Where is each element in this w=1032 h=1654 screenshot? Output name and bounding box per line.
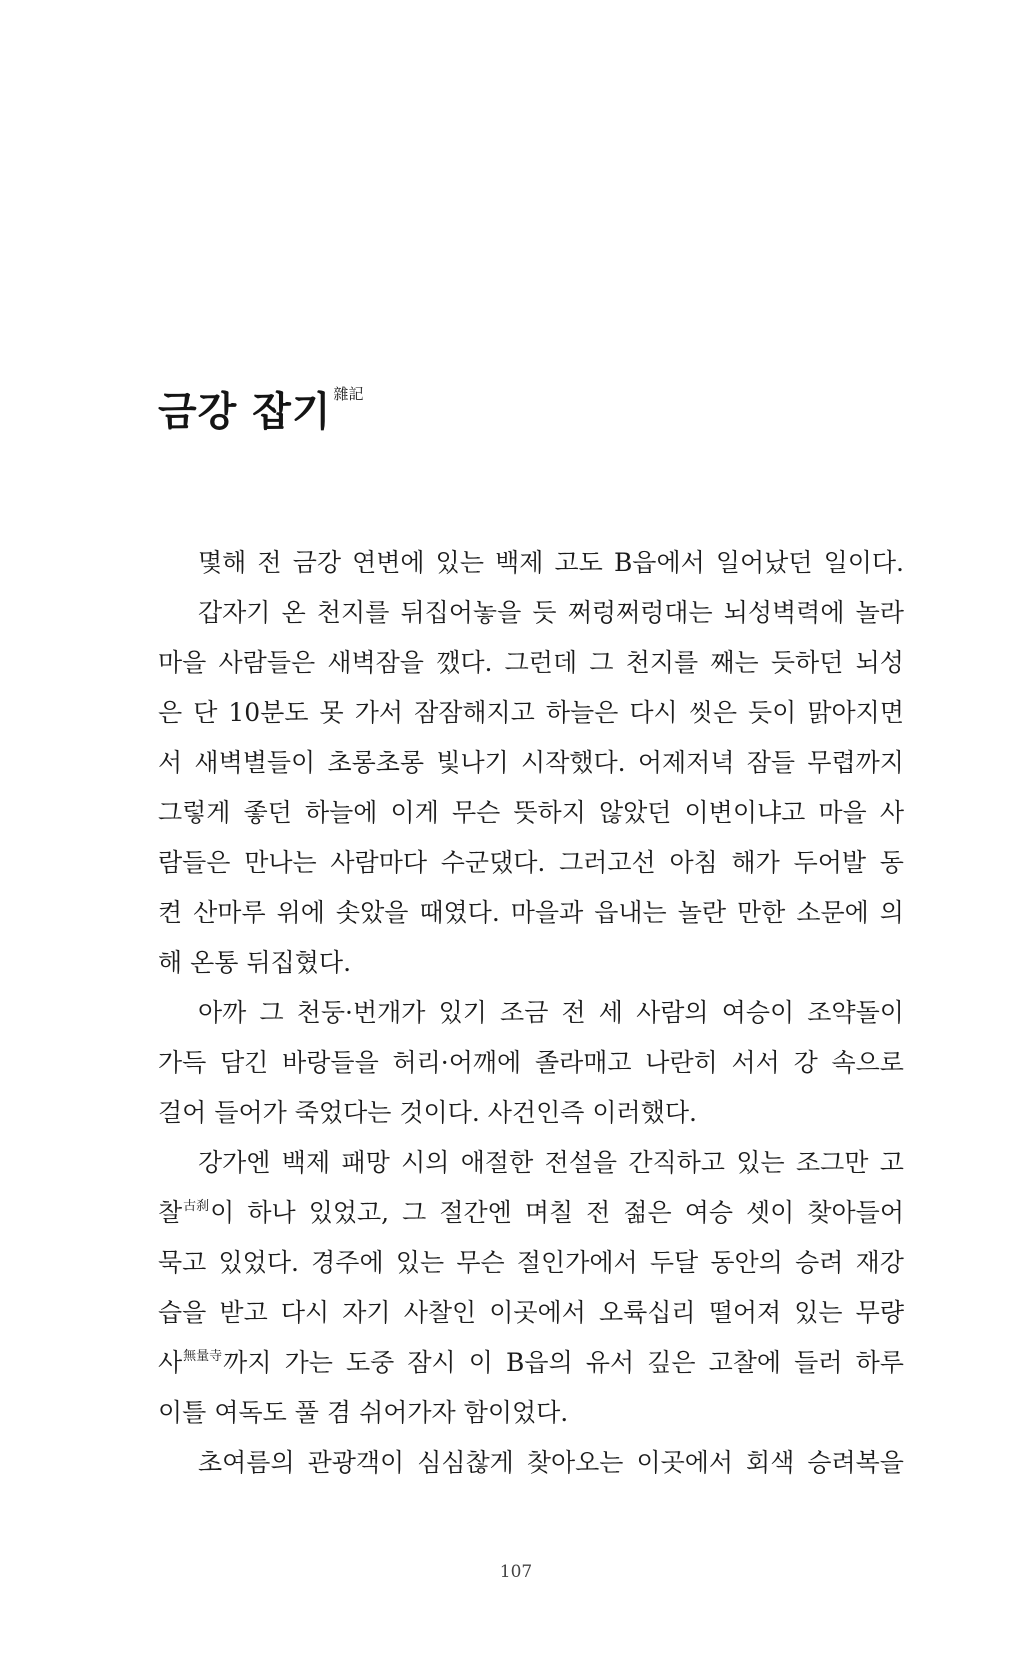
word: 간직하고: [628, 1148, 725, 1177]
word: 조그만: [795, 1148, 869, 1177]
word: 며칠: [524, 1198, 574, 1227]
word: 듯하던: [770, 648, 844, 677]
word: 세: [598, 998, 623, 1027]
word: 바랑들을: [282, 1048, 379, 1077]
word: 하나: [247, 1198, 296, 1227]
word: 셋이: [746, 1198, 795, 1227]
word: 뇌성벽력에: [723, 598, 845, 627]
word: 위에: [276, 898, 325, 927]
word: 허리·어깨에: [392, 1048, 522, 1077]
word: 연변에: [352, 548, 425, 577]
text-line: [158, 988, 904, 1038]
word: 일어났던: [715, 548, 813, 577]
word: 듯이: [748, 698, 797, 727]
word: 찾아들어: [807, 1198, 904, 1227]
word: 하늘은: [545, 698, 619, 727]
word: 새벽별들이: [194, 748, 316, 777]
word: 켠: [158, 898, 183, 927]
word: 전: [586, 1198, 611, 1227]
text-line: [158, 738, 904, 788]
word: 사람마다: [330, 848, 428, 877]
word: 회색: [746, 1448, 795, 1477]
word: 놀라: [855, 598, 904, 627]
word: 습을: [158, 1298, 207, 1327]
word: 패망: [341, 1148, 390, 1177]
word: 이러했다.: [592, 1098, 697, 1127]
word: 담긴: [220, 1048, 269, 1077]
word: 해: [158, 948, 183, 977]
word: 그러고선: [559, 848, 656, 877]
word: 뇌성: [855, 648, 904, 677]
word: 금강: [292, 548, 341, 577]
word: 몇해: [198, 548, 247, 577]
word: 이틀: [158, 1398, 207, 1427]
word: 심심찮게: [417, 1448, 514, 1477]
word: 서: [158, 748, 183, 777]
word: 때였다.: [419, 898, 500, 927]
word: 하늘에: [304, 798, 378, 827]
text-line: [158, 1088, 904, 1138]
hanja-annotation: 無量寺: [183, 1349, 223, 1364]
text-line: [158, 538, 904, 588]
chapter-title: [158, 385, 364, 444]
word: 찾아오는: [526, 1448, 624, 1477]
word: 마을: [158, 648, 207, 677]
word: 잠들: [746, 748, 796, 777]
word: 사찰인: [403, 1298, 477, 1327]
word: 하루: [855, 1348, 904, 1377]
word: 천지를: [316, 598, 390, 627]
word: 깊은: [647, 1348, 696, 1377]
word: 자기: [342, 1298, 391, 1327]
text-line: [158, 1038, 904, 1088]
word: 두어발: [793, 848, 867, 877]
word: 무렵까지: [807, 748, 904, 777]
word: 속으로: [831, 1048, 904, 1077]
word: 천지를: [625, 648, 699, 677]
word: 단: [193, 698, 218, 727]
word: 받고: [219, 1298, 268, 1327]
word: 사$^{無量寺}$까지: [158, 1348, 272, 1377]
word: 백제: [281, 1148, 331, 1177]
word: 풀: [294, 1398, 319, 1427]
word: 여독도: [214, 1398, 287, 1427]
word: 경주에: [311, 1248, 384, 1277]
word: 조약돌이: [807, 998, 904, 1027]
word: 갑자기: [198, 598, 271, 627]
word: 마을: [818, 798, 867, 827]
word: 이게: [390, 798, 439, 827]
word: 관광객이: [307, 1448, 405, 1477]
text-line: [158, 588, 904, 638]
word: 해가: [731, 848, 780, 877]
word: 사: [879, 798, 904, 827]
word: 아까: [198, 998, 247, 1027]
word: 여승: [684, 1198, 733, 1227]
word: 뒤집혔다.: [246, 948, 352, 977]
word: 도중: [345, 1348, 395, 1377]
word: 무슨: [451, 798, 501, 827]
word: 무슨: [456, 1248, 505, 1277]
word: 있는: [395, 1248, 445, 1277]
word: 애절한: [460, 1148, 534, 1177]
word: 강: [793, 1048, 818, 1077]
word: 고: [879, 1148, 904, 1177]
word: 좋던: [243, 798, 292, 827]
word: 함이었다.: [463, 1398, 569, 1427]
word: 람들은: [158, 848, 231, 877]
text-line: [158, 938, 904, 988]
word: 뜻하지: [513, 798, 586, 827]
word: 이곳에서: [636, 1448, 734, 1477]
word: 만한: [737, 898, 786, 927]
text-line: [158, 688, 904, 738]
word: 겸: [326, 1398, 352, 1427]
word: 젊은: [623, 1198, 672, 1227]
word: 이변이냐고: [684, 798, 806, 827]
word: 있었다.: [218, 1248, 299, 1277]
word: 두달: [649, 1248, 699, 1277]
word: 의: [879, 898, 904, 927]
word: 수군댔다.: [440, 848, 546, 877]
text-line: [158, 838, 904, 888]
word: 절인가에서: [516, 1248, 638, 1277]
word: 유서: [585, 1348, 635, 1377]
word: 무량: [855, 1298, 904, 1327]
word: 이곳에서: [489, 1298, 586, 1327]
word: 전: [257, 548, 282, 577]
word: 아침: [669, 848, 718, 877]
chapter-title-hanja: 雜記: [333, 385, 364, 403]
word: 고찰에: [708, 1348, 782, 1377]
word: 그렇게: [158, 798, 231, 827]
word: 10분도: [228, 698, 309, 727]
word: 다시: [629, 698, 678, 727]
text-line: [158, 1438, 904, 1488]
word: 온: [281, 598, 306, 627]
word: 산마루: [193, 898, 266, 927]
word: 않았던: [598, 798, 672, 827]
word: 못: [319, 698, 344, 727]
word: 동: [879, 848, 904, 877]
word: 있었고,: [308, 1198, 390, 1227]
word: 초여름의: [198, 1448, 295, 1477]
word: 그: [589, 648, 614, 677]
word: 맑아지면: [807, 698, 904, 727]
word: 만나는: [244, 848, 317, 877]
word: 졸라매고: [534, 1048, 632, 1077]
word: 빛나기: [436, 748, 509, 777]
word: 나란히: [645, 1048, 718, 1077]
word: 여승이: [721, 998, 795, 1027]
word: 사람들은: [218, 648, 316, 677]
page-number: 107: [499, 1562, 533, 1582]
word: 솟았을: [335, 898, 409, 927]
text-line: [158, 1138, 904, 1188]
text-line: [158, 1238, 904, 1288]
word: 백제: [495, 548, 544, 577]
word: 들어가: [214, 1098, 287, 1127]
text-line: [158, 888, 904, 938]
word: 승려복을: [807, 1448, 904, 1477]
word: 뒤집어놓을: [400, 598, 522, 627]
word: 있는: [435, 548, 484, 577]
word: 시의: [401, 1148, 450, 1177]
word: 떨어져: [708, 1298, 782, 1327]
word: 놀란: [677, 898, 726, 927]
word: 승려: [795, 1248, 844, 1277]
word: 있는: [794, 1298, 843, 1327]
word: 절간엔: [439, 1198, 512, 1227]
word: 그런데: [504, 648, 578, 677]
word: 시작했다.: [521, 748, 626, 777]
text-line: [158, 1188, 904, 1238]
word: 사람의: [636, 998, 709, 1027]
word: 고도: [554, 548, 603, 577]
word: 걸어: [158, 1098, 207, 1127]
word: 일이다.: [823, 548, 904, 577]
word: 소문에: [796, 898, 869, 927]
word: 마을과: [510, 898, 584, 927]
chapter-title-text: 금강 잡기: [158, 389, 332, 435]
word: 조금: [500, 998, 549, 1027]
word: 잠시: [407, 1348, 456, 1377]
word: 동안의: [710, 1248, 783, 1277]
word: 가는: [284, 1348, 333, 1377]
word: 재강: [855, 1248, 904, 1277]
word: 가득: [158, 1048, 207, 1077]
word: 새벽잠을: [327, 648, 424, 677]
word: 있는: [736, 1148, 785, 1177]
word: 오륙십리: [598, 1298, 696, 1327]
word: 그: [259, 998, 284, 1027]
text-line: [158, 788, 904, 838]
word: 전: [561, 998, 586, 1027]
word: 은: [158, 698, 183, 727]
word: 다시: [280, 1298, 330, 1327]
word: 서서: [731, 1048, 780, 1077]
word: 강가엔: [198, 1148, 271, 1177]
word: 들러: [794, 1348, 843, 1377]
text-line: [158, 1338, 904, 1388]
word: B읍의: [506, 1348, 573, 1377]
word: 사건인즉: [487, 1098, 585, 1127]
word: 잠잠해지고: [414, 698, 535, 727]
word: 초롱초롱: [327, 748, 425, 777]
word: 묵고: [158, 1248, 207, 1277]
text-line: [158, 1388, 904, 1438]
word: B읍에서: [613, 548, 705, 577]
text-line: [158, 638, 904, 688]
word: 가서: [354, 698, 404, 727]
word: 죽었다는: [294, 1098, 392, 1127]
body-text: [158, 538, 904, 1488]
word: 읍내는: [594, 898, 667, 927]
word: 있기: [438, 998, 487, 1027]
word: 전설을: [544, 1148, 618, 1177]
word: 그: [402, 1198, 427, 1227]
word: 찰$^{古刹}$이: [158, 1198, 235, 1227]
word: 쩌렁쩌렁대는: [567, 598, 713, 627]
word: 온통: [190, 948, 239, 977]
word: 째는: [710, 648, 759, 677]
hanja-annotation: 古刹: [183, 1199, 210, 1214]
word: 쉬어가자: [359, 1398, 456, 1427]
word: 씻은: [688, 698, 737, 727]
word: 것이다.: [399, 1098, 480, 1127]
word: 깼다.: [436, 648, 493, 677]
text-line: [158, 1288, 904, 1338]
word: 이: [468, 1348, 493, 1377]
word: 천둥·번개가: [296, 998, 426, 1027]
word: 듯: [532, 598, 557, 627]
word: 어제저녁: [637, 748, 735, 777]
